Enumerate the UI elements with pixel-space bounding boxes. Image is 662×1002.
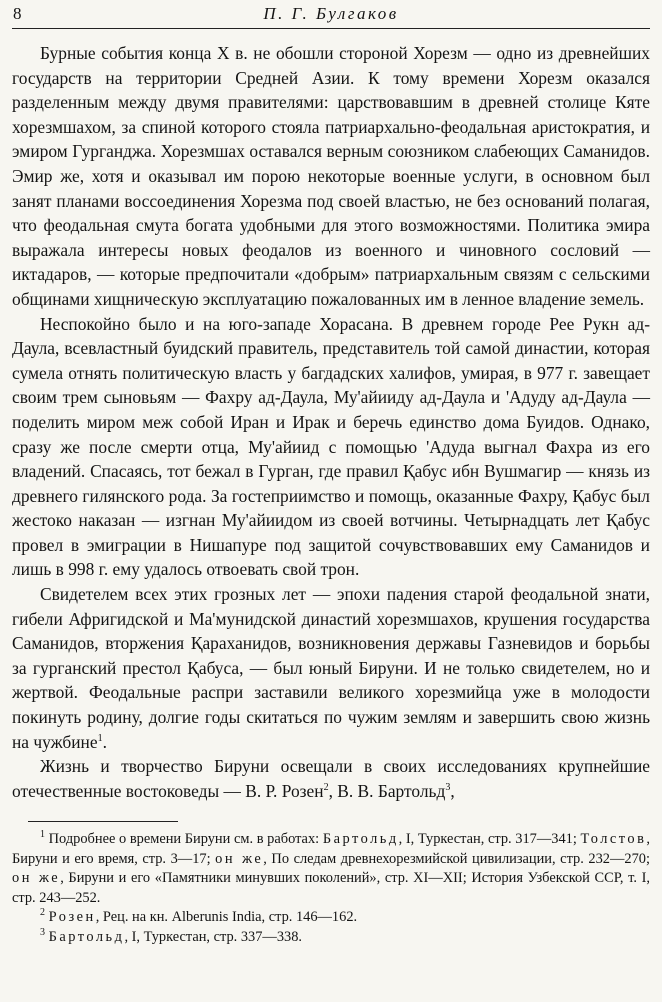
author-name: он же [215,850,264,867]
footnote-ref-3[interactable]: 3 [445,782,451,794]
footnote-text: , Рец. на кн. Alberunis India, стр. 146—162. [95,909,358,926]
paragraph-khorasan: Неспокойно было и на юго-западе Хорасана. В древнем городе Рее Рукн ад-Даула, всевластный буидский правитель, представитель той самой династии, которая сумела отнять политическую власть у багдадских халифов, умирая, в 977 г. завещает своим трем сыновьям — Фахру ад-Даула, Му'айииду ад-Даула и 'Адуду ад-Даула — поделить миром меж собой Иран и Ирак и беречь единство дома Буидов. Однако, сразу же после смерти отца, Му'айиид с помощью 'Адуда выгнал Фахра из его владений. Спасаясь, тот бежал в Гурган, где правил Қабус ибн Вушмагир — князь из древнего гилянского рода. За гостеприимство и помощь, оказанные Фахру, Қабус был жестоко наказан — изгнан Му'айиидом из своей вотчины. Четырнадцать лет Қабус провел в эмиграции в Нишапуре под защитой сочувствовавших ему Саманидов и лишь в 998 г. ему удалось отвоевать свой трон. [12,313,650,580]
footnote-ref-2[interactable]: 2 [323,782,329,794]
footnote-text: , I, Туркестан, стр. 337—338. [124,928,303,945]
footnote-text: , По следам древнехорезмийской цивилизации, стр. 232—270; [263,850,650,867]
footnote-text: , I, Туркестан, стр. 317—341; [398,831,577,848]
footnotes [12,830,650,947]
page-header [12,2,650,29]
paragraph-text: Жизнь и творчество Бируни освещали в своих исследованиях крупнейшие отечественные востоковеды — В. Р. Розен [12,756,650,801]
author-name: он же [12,870,61,887]
book-page [0,2,662,1002]
footnote-ref-1[interactable]: 1 [97,732,103,744]
paragraph-text: Свидетелем всех этих грозных лет — эпохи падения старой феодальной знати, гибели Афригидской и Ма'мунидской династий хорезмшахов, крушения государства Саманидов, вторжения Қараханидов, возникновения державы Газневидов и борьбы за гурганский престол Қабуса, — был юный Бируни. И не только свидетелем, но и жертвой. Феодальные распри заставили великого хорезмийца уже в молодости покинуть родину, долгие годы скитаться по чужим землям и завершить свою жизнь на чужбине [12,584,650,752]
author-name: Бартольд [48,928,125,945]
footnote-mark: 3 [40,927,45,939]
paragraph-end: . [102,731,107,752]
footnote-text: Подробнее о времени Бируни см. в работах: [48,831,320,848]
paragraph-biruni-witness [12,582,650,754]
paragraph-khorezm: Бурные события конца X в. не обошли стороной Хорезм — одно из древнейших государств на территории Средней Азии. К тому времени Хорезм оказался разделенным между двумя правителями: царствовавшим в древней столице Кяте хорезмшахом, за спиной которого стояла патриархально-феодальная аристократия, и эмиром Гурганджа. Хорезмшах оставался верным союзником слабеющих Саманидов. Эмир же, хотя и оказывал им порою некоторые военные услуги, в основном был занят планами воссоединения Хорезма под своей властью, не без оснований полагая, что феодальная смута богата удобными для этого возможностями. Политика эмира выражала интересы новых феодалов из военного и чиновного сословий — иктадаров, — которые предпочитали «добрым» патриархальным связям с сельскими общинами хищническую эксплуатацию пожалованных им в ленное владение земель. [12,43,650,309]
footnote-3 [12,928,650,948]
page-number: 8 [13,4,22,23]
footnote-text: , Бируни и его время, стр. 3—17; [12,831,650,867]
paragraph-text-cont: , В. В. Бартольд [328,780,446,801]
author-name: Розен [48,909,96,926]
paragraph-end: , [450,780,455,801]
author-name: Бартольд [322,831,399,848]
footnote-divider [28,821,178,822]
author-name: Толстов [580,831,647,848]
footnote-mark: 1 [40,829,45,841]
footnote-2 [12,908,650,928]
footnote-1 [12,830,650,908]
paragraph-scholars [12,754,650,803]
footnote-mark: 2 [40,907,45,919]
main-text [12,41,650,803]
running-title: П. Г. Булгаков [263,4,399,23]
footnote-text: , Бируни и его «Памятники минувших поколений», стр. XI—XII; История Узбекской ССР, т. I, стр. 243—252. [12,870,650,906]
